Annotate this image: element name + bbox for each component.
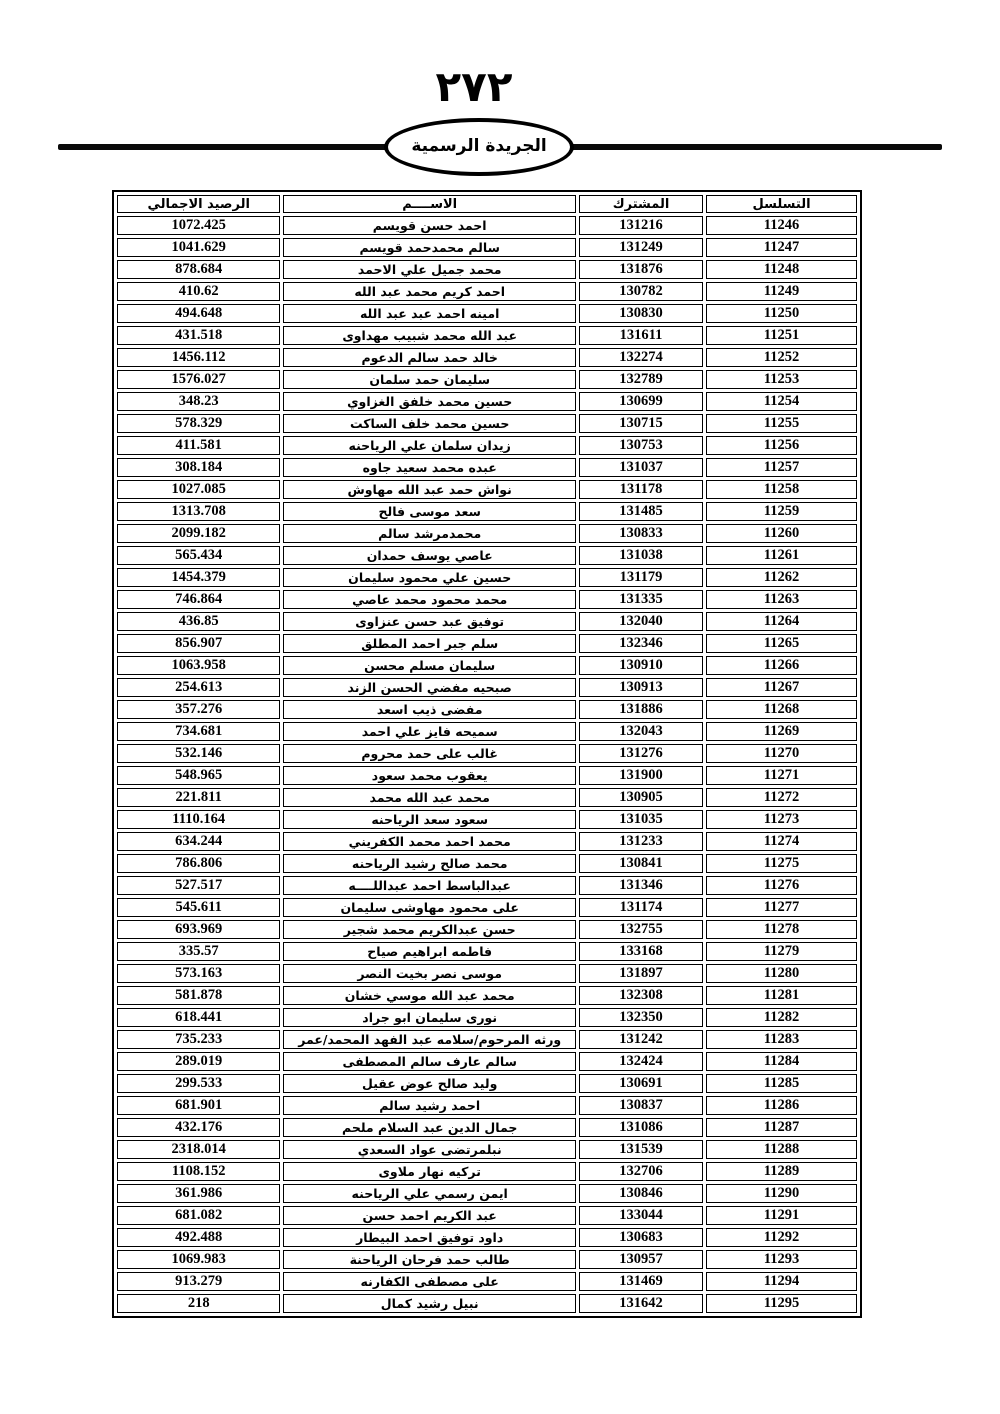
balance-cell: 357.276 [117, 700, 280, 719]
table-header-row [117, 195, 857, 213]
table-row [117, 1030, 857, 1049]
serial-cell: 11294 [706, 1272, 857, 1291]
table-row [117, 216, 857, 235]
table-row [117, 656, 857, 675]
serial-cell: 11267 [706, 678, 857, 697]
name-cell: عبده محمد سعيد جاوه [283, 458, 576, 477]
subscriber-cell: 131346 [579, 876, 703, 895]
subscriber-cell: 132308 [579, 986, 703, 1005]
subscriber-cell: 130833 [579, 524, 703, 543]
subscriber-cell: 131276 [579, 744, 703, 763]
column-header-name: الاســــم [283, 195, 576, 213]
balance-cell: 361.986 [117, 1184, 280, 1203]
name-cell: محمد جميل علي الاحمد [283, 260, 576, 279]
name-cell: سالم عارف سالم المصطفى [283, 1052, 576, 1071]
balance-cell: 492.488 [117, 1228, 280, 1247]
balance-cell: 856.907 [117, 634, 280, 653]
balance-cell: 1576.027 [117, 370, 280, 389]
balance-cell: 494.648 [117, 304, 280, 323]
table-row [117, 546, 857, 565]
balance-cell: 1027.085 [117, 480, 280, 499]
name-cell: سعود سعد الرياحنه [283, 810, 576, 829]
serial-cell: 11283 [706, 1030, 857, 1049]
serial-cell: 11247 [706, 238, 857, 257]
balance-cell: 1454.379 [117, 568, 280, 587]
name-cell: نورى سليمان ابو جراد [283, 1008, 576, 1027]
balance-cell: 1072.425 [117, 216, 280, 235]
table-row [117, 392, 857, 411]
table-row [117, 744, 857, 763]
subscriber-cell: 131037 [579, 458, 703, 477]
balance-cell: 335.57 [117, 942, 280, 961]
serial-cell: 11273 [706, 810, 857, 829]
name-cell: وليد صالح عوض عقيل [283, 1074, 576, 1093]
gazette-banner-oval [384, 118, 574, 176]
balance-cell: 431.518 [117, 326, 280, 345]
name-cell: خالد حمد سالم الدعوم [283, 348, 576, 367]
name-cell: امينه احمد عبد عبد الله [283, 304, 576, 323]
subscriber-cell: 131876 [579, 260, 703, 279]
subscriber-cell: 131539 [579, 1140, 703, 1159]
name-cell: نبيل رشيد كمال [283, 1294, 576, 1313]
balance-cell: 548.965 [117, 766, 280, 785]
subscriber-cell: 132274 [579, 348, 703, 367]
balance-cell: 436.85 [117, 612, 280, 631]
serial-cell: 11263 [706, 590, 857, 609]
name-cell: سميحه فايز علي احمد [283, 722, 576, 741]
name-cell: طالب حمد فرحان الرياحنة [283, 1250, 576, 1269]
subscriber-cell: 132424 [579, 1052, 703, 1071]
name-cell: جمال الدين عبد السلام ملحم [283, 1118, 576, 1137]
balance-cell: 693.969 [117, 920, 280, 939]
serial-cell: 11277 [706, 898, 857, 917]
serial-cell: 11254 [706, 392, 857, 411]
table-row [117, 1206, 857, 1225]
balance-cell: 2099.182 [117, 524, 280, 543]
subscriber-cell: 130910 [579, 656, 703, 675]
serial-cell: 11259 [706, 502, 857, 521]
serial-cell: 11284 [706, 1052, 857, 1071]
table-row [117, 1228, 857, 1247]
table-row [117, 964, 857, 983]
balance-cell: 1069.983 [117, 1250, 280, 1269]
serial-cell: 11286 [706, 1096, 857, 1115]
name-cell: عبدالباسط احمد عبداللــــه [283, 876, 576, 895]
table-row [117, 238, 857, 257]
subscribers-table [112, 190, 862, 1318]
serial-cell: 11258 [706, 480, 857, 499]
balance-cell: 681.901 [117, 1096, 280, 1115]
name-cell: محمد محمود محمد عاصي [283, 590, 576, 609]
serial-cell: 11265 [706, 634, 857, 653]
serial-cell: 11260 [706, 524, 857, 543]
balance-cell: 746.864 [117, 590, 280, 609]
table-row [117, 1140, 857, 1159]
subscriber-cell: 131642 [579, 1294, 703, 1313]
table-row [117, 1250, 857, 1269]
table-row [117, 1184, 857, 1203]
balance-cell: 1110.164 [117, 810, 280, 829]
table-row [117, 898, 857, 917]
balance-cell: 1313.708 [117, 502, 280, 521]
table-row [117, 634, 857, 653]
serial-cell: 11246 [706, 216, 857, 235]
subscriber-cell: 132789 [579, 370, 703, 389]
column-header-balance: الرصيد الاجمالي [117, 195, 280, 213]
table-row [117, 810, 857, 829]
table-row [117, 766, 857, 785]
serial-cell: 11253 [706, 370, 857, 389]
balance-cell: 786.806 [117, 854, 280, 873]
subscriber-cell: 131178 [579, 480, 703, 499]
serial-cell: 11282 [706, 1008, 857, 1027]
name-cell: حسين محمد خلف الساكت [283, 414, 576, 433]
balance-cell: 1063.958 [117, 656, 280, 675]
balance-cell: 254.613 [117, 678, 280, 697]
name-cell: حسن عبدالكريم محمد شجير [283, 920, 576, 939]
column-header-subscriber: المشترك [579, 195, 703, 213]
name-cell: مفضى ذيب اسعد [283, 700, 576, 719]
gazette-banner-label: الجريدة الرسمية [411, 136, 547, 156]
name-cell: نواش حمد عبد الله مهاوش [283, 480, 576, 499]
subscriber-cell: 131174 [579, 898, 703, 917]
name-cell: توفيق عبد حسن عنزاوى [283, 612, 576, 631]
serial-cell: 11289 [706, 1162, 857, 1181]
balance-cell: 581.878 [117, 986, 280, 1005]
name-cell: على محمود مهاوشى سليمان [283, 898, 576, 917]
table-row [117, 590, 857, 609]
name-cell: ورثه المرحوم/سلامه عبد الفهد المحمد/عمر [283, 1030, 576, 1049]
subscriber-cell: 131485 [579, 502, 703, 521]
serial-cell: 11292 [706, 1228, 857, 1247]
serial-cell: 11269 [706, 722, 857, 741]
serial-cell: 11257 [706, 458, 857, 477]
subscriber-cell: 130837 [579, 1096, 703, 1115]
balance-cell: 734.681 [117, 722, 280, 741]
serial-cell: 11272 [706, 788, 857, 807]
table-row [117, 700, 857, 719]
serial-cell: 11280 [706, 964, 857, 983]
name-cell: داود توفيق احمد البيطار [283, 1228, 576, 1247]
balance-cell: 913.279 [117, 1272, 280, 1291]
serial-cell: 11276 [706, 876, 857, 895]
name-cell: موسى نصر بخيت النصر [283, 964, 576, 983]
subscriber-cell: 131038 [579, 546, 703, 565]
table-row [117, 678, 857, 697]
serial-cell: 11248 [706, 260, 857, 279]
subscriber-cell: 132346 [579, 634, 703, 653]
table-row [117, 1008, 857, 1027]
serial-cell: 11256 [706, 436, 857, 455]
serial-cell: 11290 [706, 1184, 857, 1203]
serial-cell: 11261 [706, 546, 857, 565]
serial-cell: 11279 [706, 942, 857, 961]
balance-cell: 1108.152 [117, 1162, 280, 1181]
balance-cell: 578.329 [117, 414, 280, 433]
table-row [117, 986, 857, 1005]
balance-cell: 432.176 [117, 1118, 280, 1137]
table-row [117, 1294, 857, 1313]
name-cell: نبلمرتضى عواد السعدي [283, 1140, 576, 1159]
subscriber-cell: 130841 [579, 854, 703, 873]
subscriber-cell: 131216 [579, 216, 703, 235]
table-row [117, 326, 857, 345]
subscriber-cell: 131900 [579, 766, 703, 785]
balance-cell: 218 [117, 1294, 280, 1313]
subscriber-cell: 130846 [579, 1184, 703, 1203]
name-cell: غالب على حمد محروم [283, 744, 576, 763]
name-cell: سلم جبر احمد المطلق [283, 634, 576, 653]
table-row [117, 1162, 857, 1181]
subscriber-cell: 133168 [579, 942, 703, 961]
subscriber-cell: 130699 [579, 392, 703, 411]
subscriber-cell: 131086 [579, 1118, 703, 1137]
balance-cell: 411.581 [117, 436, 280, 455]
table-row [117, 282, 857, 301]
balance-cell: 1041.629 [117, 238, 280, 257]
name-cell: سالم محمدحمد قويسم [283, 238, 576, 257]
subscriber-cell: 130782 [579, 282, 703, 301]
balance-cell: 1456.112 [117, 348, 280, 367]
serial-cell: 11287 [706, 1118, 857, 1137]
subscriber-cell: 131611 [579, 326, 703, 345]
name-cell: عبد الله محمد شبيب مهداوى [283, 326, 576, 345]
serial-cell: 11250 [706, 304, 857, 323]
subscriber-cell: 130830 [579, 304, 703, 323]
serial-cell: 11264 [706, 612, 857, 631]
serial-cell: 11288 [706, 1140, 857, 1159]
table-row [117, 876, 857, 895]
subscriber-cell: 133044 [579, 1206, 703, 1225]
subscriber-cell: 130683 [579, 1228, 703, 1247]
table-row [117, 942, 857, 961]
subscriber-cell: 130905 [579, 788, 703, 807]
name-cell: محمد عبد الله موسي خشان [283, 986, 576, 1005]
balance-cell: 289.019 [117, 1052, 280, 1071]
serial-cell: 11271 [706, 766, 857, 785]
serial-cell: 11293 [706, 1250, 857, 1269]
page-number: ٢٧٢ [435, 62, 513, 111]
table-row [117, 1074, 857, 1093]
subscriber-cell: 131242 [579, 1030, 703, 1049]
subscriber-cell: 131886 [579, 700, 703, 719]
table-row [117, 1118, 857, 1137]
table-row [117, 1096, 857, 1115]
balance-cell: 573.163 [117, 964, 280, 983]
subscriber-cell: 132706 [579, 1162, 703, 1181]
balance-cell: 410.62 [117, 282, 280, 301]
subscriber-cell: 132350 [579, 1008, 703, 1027]
subscriber-cell: 132755 [579, 920, 703, 939]
table-row [117, 436, 857, 455]
serial-cell: 11281 [706, 986, 857, 1005]
subscriber-cell: 132043 [579, 722, 703, 741]
serial-cell: 11278 [706, 920, 857, 939]
name-cell: محمد عبد الله محمد [283, 788, 576, 807]
name-cell: عبد الكريم احمد حسن [283, 1206, 576, 1225]
name-cell: تركيه نهار ملاوى [283, 1162, 576, 1181]
subscriber-cell: 131897 [579, 964, 703, 983]
table-row [117, 524, 857, 543]
serial-cell: 11249 [706, 282, 857, 301]
table-row [117, 1052, 857, 1071]
table-row [117, 260, 857, 279]
serial-cell: 11275 [706, 854, 857, 873]
subscriber-cell: 131035 [579, 810, 703, 829]
name-cell: محمد احمد محمد الكفريني [283, 832, 576, 851]
serial-cell: 11270 [706, 744, 857, 763]
table-row [117, 612, 857, 631]
balance-cell: 681.082 [117, 1206, 280, 1225]
table-row [117, 568, 857, 587]
table-row [117, 502, 857, 521]
name-cell: حسين محمد خلفق الغزاوي [283, 392, 576, 411]
table-row [117, 854, 857, 873]
subscriber-cell: 130691 [579, 1074, 703, 1093]
table-row [117, 1272, 857, 1291]
table-row [117, 832, 857, 851]
balance-cell: 527.517 [117, 876, 280, 895]
name-cell: سليمان حمد سلمان [283, 370, 576, 389]
table-row [117, 370, 857, 389]
serial-cell: 11268 [706, 700, 857, 719]
table-row [117, 920, 857, 939]
serial-cell: 11262 [706, 568, 857, 587]
balance-cell: 221.811 [117, 788, 280, 807]
name-cell: احمد حسن قويسم [283, 216, 576, 235]
balance-cell: 532.146 [117, 744, 280, 763]
table-row [117, 788, 857, 807]
serial-cell: 11266 [706, 656, 857, 675]
subscriber-cell: 130913 [579, 678, 703, 697]
name-cell: ايمن رسمي علي الرياحنه [283, 1184, 576, 1203]
name-cell: فاطمه ابراهيم صياح [283, 942, 576, 961]
balance-cell: 348.23 [117, 392, 280, 411]
balance-cell: 618.441 [117, 1008, 280, 1027]
balance-cell: 299.533 [117, 1074, 280, 1093]
name-cell: محمدمرشد سالم [283, 524, 576, 543]
column-header-serial: التسلسل [706, 195, 857, 213]
serial-cell: 11295 [706, 1294, 857, 1313]
name-cell: صبحيه مفضي الحسن الزند [283, 678, 576, 697]
balance-cell: 634.244 [117, 832, 280, 851]
table-row [117, 304, 857, 323]
serial-cell: 11255 [706, 414, 857, 433]
table-row [117, 480, 857, 499]
balance-cell: 735.233 [117, 1030, 280, 1049]
name-cell: سعد موسى فالح [283, 502, 576, 521]
name-cell: احمد رشيد سالم [283, 1096, 576, 1115]
subscriber-cell: 131179 [579, 568, 703, 587]
subscriber-cell: 131249 [579, 238, 703, 257]
balance-cell: 308.184 [117, 458, 280, 477]
subscriber-cell: 132040 [579, 612, 703, 631]
serial-cell: 11251 [706, 326, 857, 345]
balance-cell: 2318.014 [117, 1140, 280, 1159]
name-cell: يعقوب محمد سعود [283, 766, 576, 785]
table-row [117, 458, 857, 477]
table-row [117, 414, 857, 433]
subscriber-cell: 130753 [579, 436, 703, 455]
name-cell: زيدان سلمان علي الرياحنه [283, 436, 576, 455]
balance-cell: 545.611 [117, 898, 280, 917]
subscriber-cell: 131469 [579, 1272, 703, 1291]
subscriber-cell: 130957 [579, 1250, 703, 1269]
balance-cell: 878.684 [117, 260, 280, 279]
serial-cell: 11285 [706, 1074, 857, 1093]
serial-cell: 11252 [706, 348, 857, 367]
subscriber-cell: 130715 [579, 414, 703, 433]
name-cell: حسين علي محمود سليمان [283, 568, 576, 587]
subscriber-cell: 131233 [579, 832, 703, 851]
name-cell: سليمان مسلم محسن [283, 656, 576, 675]
table-row [117, 348, 857, 367]
serial-cell: 11291 [706, 1206, 857, 1225]
name-cell: محمد صالح رشيد الرياحنه [283, 854, 576, 873]
table-row [117, 722, 857, 741]
subscriber-cell: 131335 [579, 590, 703, 609]
name-cell: عاصي يوسف حمدان [283, 546, 576, 565]
serial-cell: 11274 [706, 832, 857, 851]
name-cell: على مصطفى الكفارنه [283, 1272, 576, 1291]
name-cell: احمد كريم محمد عبد الله [283, 282, 576, 301]
balance-cell: 565.434 [117, 546, 280, 565]
